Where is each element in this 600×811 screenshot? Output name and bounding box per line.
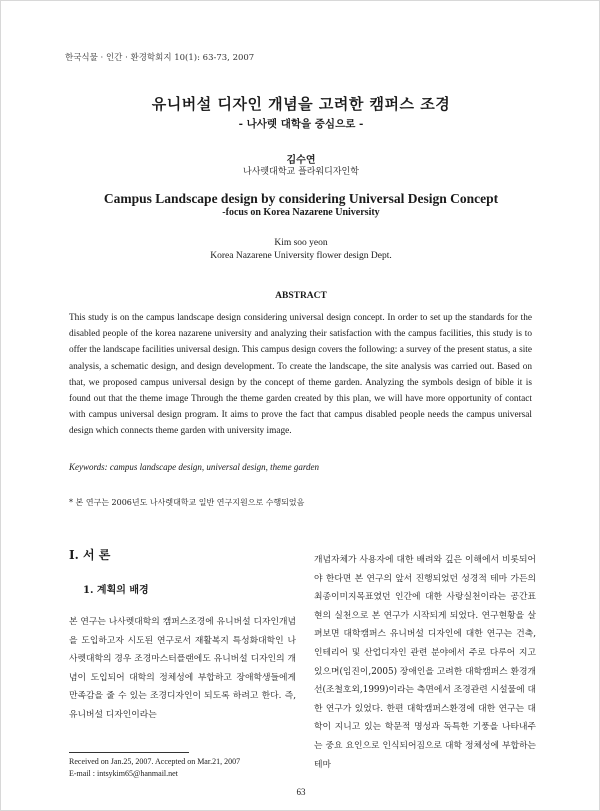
keywords: Keywords: campus landscape design, universal design, theme garden <box>69 462 320 472</box>
korean-author: 김수연 <box>286 155 316 166</box>
footnote-divider <box>69 752 189 753</box>
english-title: Campus Landscape design by considering Universal Design Concept <box>103 191 499 206</box>
page-number: 63 <box>296 787 306 797</box>
body-text-right-column: 개념자체가 사용자에 대한 배려와 깊은 이해에서 비롯되어야 한다면 본 연구의 앞서 진행되었던 성경적 테마 가든의 최종이미지목표였던 인간에 대한 사랑실천이라는 공간표현의 실천으로 본 연구가 시작되게 되었다. 연구현황을 살펴보면 대학캠퍼스 유니버설 디자인에 대한 연구는 건축,인테리어 및 산업디자인 관련 분야에서 주로 다루어 지고 있으며(임진이,2005) 장애인을 고려한 대학캠퍼스 환경개선(조철호외,1999)이라는 측면에서 조경관련 시설물에 대한 연구가 있었다. 한편 대학캠퍼스환경에 대한 연구는 대학이 지니고 있는 학문적 명성과 독특한 기풍을 나타내주는 중요 요인으로 인식되어짐으로 대학 정체성에 부합하는 테마 <box>314 555 536 770</box>
received-dates: Received on Jan.25, 2007. Accepted on Mar.21, 2007 <box>69 757 241 766</box>
abstract-heading: ABSTRACT <box>275 291 327 301</box>
english-subtitle: -focus on Korea Nazarene University <box>222 207 380 218</box>
english-author: Kim soo yeon <box>274 238 328 248</box>
abstract-text: This study is on the campus landscape design considering universal design concept. In order to set up the standards for the disabled people of the korea nazarene university and analyzing their satisfaction with the campus facilities, this study is to offer the landscape facilities universal design. This campus design covers the following: a survey of the present status, a site analysis, a schematic design, and design development. To create the landscape, the site analysis was carried out. Based on that, we proposed campus universal design by the concept of theme garden. Analyzing the symbols design of bible it is found out that the theme image Through the theme garden created by this plan, we will have more opportunity of contact with campus universal design program. It aims to prove the fact that campus disabled people needs the campus universal design which connects theme garden with university image. <box>69 313 532 437</box>
subsection-heading-background: 1. 계획의 배경 <box>83 585 149 596</box>
journal-header: 한국식물 · 인간 · 환경학회지 10(1): 63-73, 2007 <box>65 53 255 63</box>
section-heading-introduction: I. 서 론 <box>69 548 111 562</box>
author-email: E-mail : intsykim65@hanmail.net <box>69 769 178 778</box>
funding-footnote: * 본 연구는 2006년도 나사렛대학교 일반 연구지원으로 수행되었음 <box>69 498 305 507</box>
body-text-left-column: 본 연구는 나사렛대학의 캠퍼스조경에 유니버설 디자인개념을 도입하고자 시도된 연구로서 재활복지 특성화대학인 나사렛대학의 경우 조경마스터플랜에도 유니버설 디자인의 개념이 도입되어 대학의 정체성에 부합하고 장애학생들에게 만족감을 줄 수 있는 조경디자인이 되도록 하려고 한다. 즉, 유니버설 디자인이라는 <box>69 617 296 720</box>
english-affiliation: Korea Nazarene University flower design Dept. <box>210 251 392 261</box>
korean-title: 유니버설 디자인 개념을 고려한 캠퍼스 조경 <box>151 95 451 113</box>
korean-affiliation: 나사렛대학교 플라워디자인학 <box>243 167 359 177</box>
korean-subtitle: - 나사렛 대학을 중심으로 - <box>238 118 364 130</box>
